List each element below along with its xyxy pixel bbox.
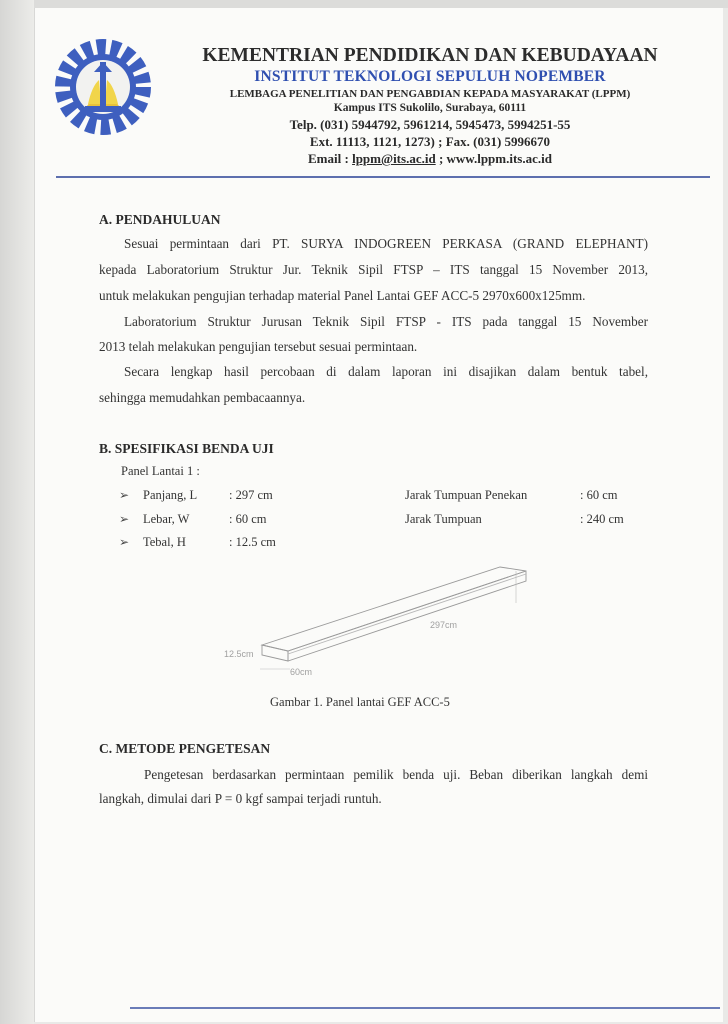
email-prefix: Email : <box>308 151 353 166</box>
telephone: Telp. (031) 5944792, 5961214, 5945473, 5994251-55 <box>289 117 571 132</box>
spec-label: Tebal, H <box>143 535 186 549</box>
bullet-arrow-icon: ➢ <box>119 535 130 549</box>
spec-label: Lebar, W <box>143 512 190 526</box>
section-a-p1-line1: Sesuai permintaan dari PT. SURYA INDOGREEN PERKASA (GRAND ELEPHANT) <box>124 236 648 251</box>
section-a-p2-line2: 2013 telah melakukan pengujian tersebut sesuai permintaan. <box>99 339 418 354</box>
section-a-p1-line2: kepada Laboratorium Struktur Jur. Teknik Sipil FTSP – ITS tanggal 15 November 2013, <box>99 262 648 277</box>
section-c-p1-line1: Pengetesan berdasarkan permintaan pemilik benda uji. Beban diberikan langkah demi <box>144 767 648 782</box>
section-c-p1-line2: langkah, dimulai dari P = 0 kgf sampai terjadi runtuh. <box>99 791 382 806</box>
campus-address: Kampus ITS Sukolilo, Surabaya, 60111 <box>333 102 527 114</box>
scan-top-band <box>0 0 728 8</box>
spec-label: Jarak Tumpuan <box>405 512 482 526</box>
spec-value: : 12.5 cm <box>229 535 276 549</box>
website: ; www.lppm.its.ac.id <box>435 151 552 166</box>
width-dimension-label: 60cm <box>290 667 313 677</box>
spec-value: : 60 cm <box>229 512 267 526</box>
scan-margin <box>0 0 34 1024</box>
institute-name: INSTITUT TEKNOLOGI SEPULUH NOPEMBER <box>254 68 606 85</box>
section-a-p2-line1: Laboratorium Struktur Jurusan Teknik Sipil FTSP - ITS pada tanggal 15 November <box>124 314 648 329</box>
spec-value: : 240 cm <box>580 512 624 526</box>
spec-value: : 60 cm <box>580 488 618 502</box>
bullet-arrow-icon: ➢ <box>119 488 130 502</box>
email-line <box>150 151 710 167</box>
footer-rule <box>130 1007 720 1009</box>
email-link[interactable]: lppm@its.ac.id <box>352 151 436 166</box>
section-a-title: A. PENDAHULUAN <box>99 212 221 227</box>
length-dimension-label: 297cm <box>430 620 458 630</box>
section-b-title: B. SPESIFIKASI BENDA UJI <box>99 441 274 456</box>
its-logo <box>52 36 154 138</box>
figure-caption: Gambar 1. Panel lantai GEF ACC-5 <box>270 695 450 709</box>
thickness-dimension-label: 12.5cm <box>224 649 254 659</box>
ministry-name: KEMENTRIAN PENDIDIKAN DAN KEBUDAYAAN <box>202 45 658 66</box>
panel-drawing <box>220 555 540 685</box>
section-a-p1-line3: untuk melakukan pengujian terhadap material Panel Lantai GEF ACC-5 2970x600x125mm. <box>99 288 586 303</box>
spec-value: : 297 cm <box>229 488 273 502</box>
panel-subtitle: Panel Lantai 1 : <box>121 464 200 478</box>
extension-fax: Ext. 11113, 1121, 1273) ; Fax. (031) 5996670 <box>309 134 551 149</box>
spec-label: Panjang, L <box>143 488 198 502</box>
section-a-p3-line1: Secara lengkap hasil percobaan di dalam laporan ini disajikan dalam bentuk tabel, <box>124 364 648 379</box>
header-rule <box>56 176 710 178</box>
spec-label: Jarak Tumpuan Penekan <box>405 488 528 502</box>
bullet-arrow-icon: ➢ <box>119 512 130 526</box>
section-a-p3-line2: sehingga memudahkan pembacaannya. <box>99 390 306 405</box>
section-c-title: C. METODE PENGETESAN <box>99 741 271 756</box>
lppm-name: LEMBAGA PENELITIAN DAN PENGABDIAN KEPADA MASYARAKAT (LPPM) <box>229 88 631 100</box>
